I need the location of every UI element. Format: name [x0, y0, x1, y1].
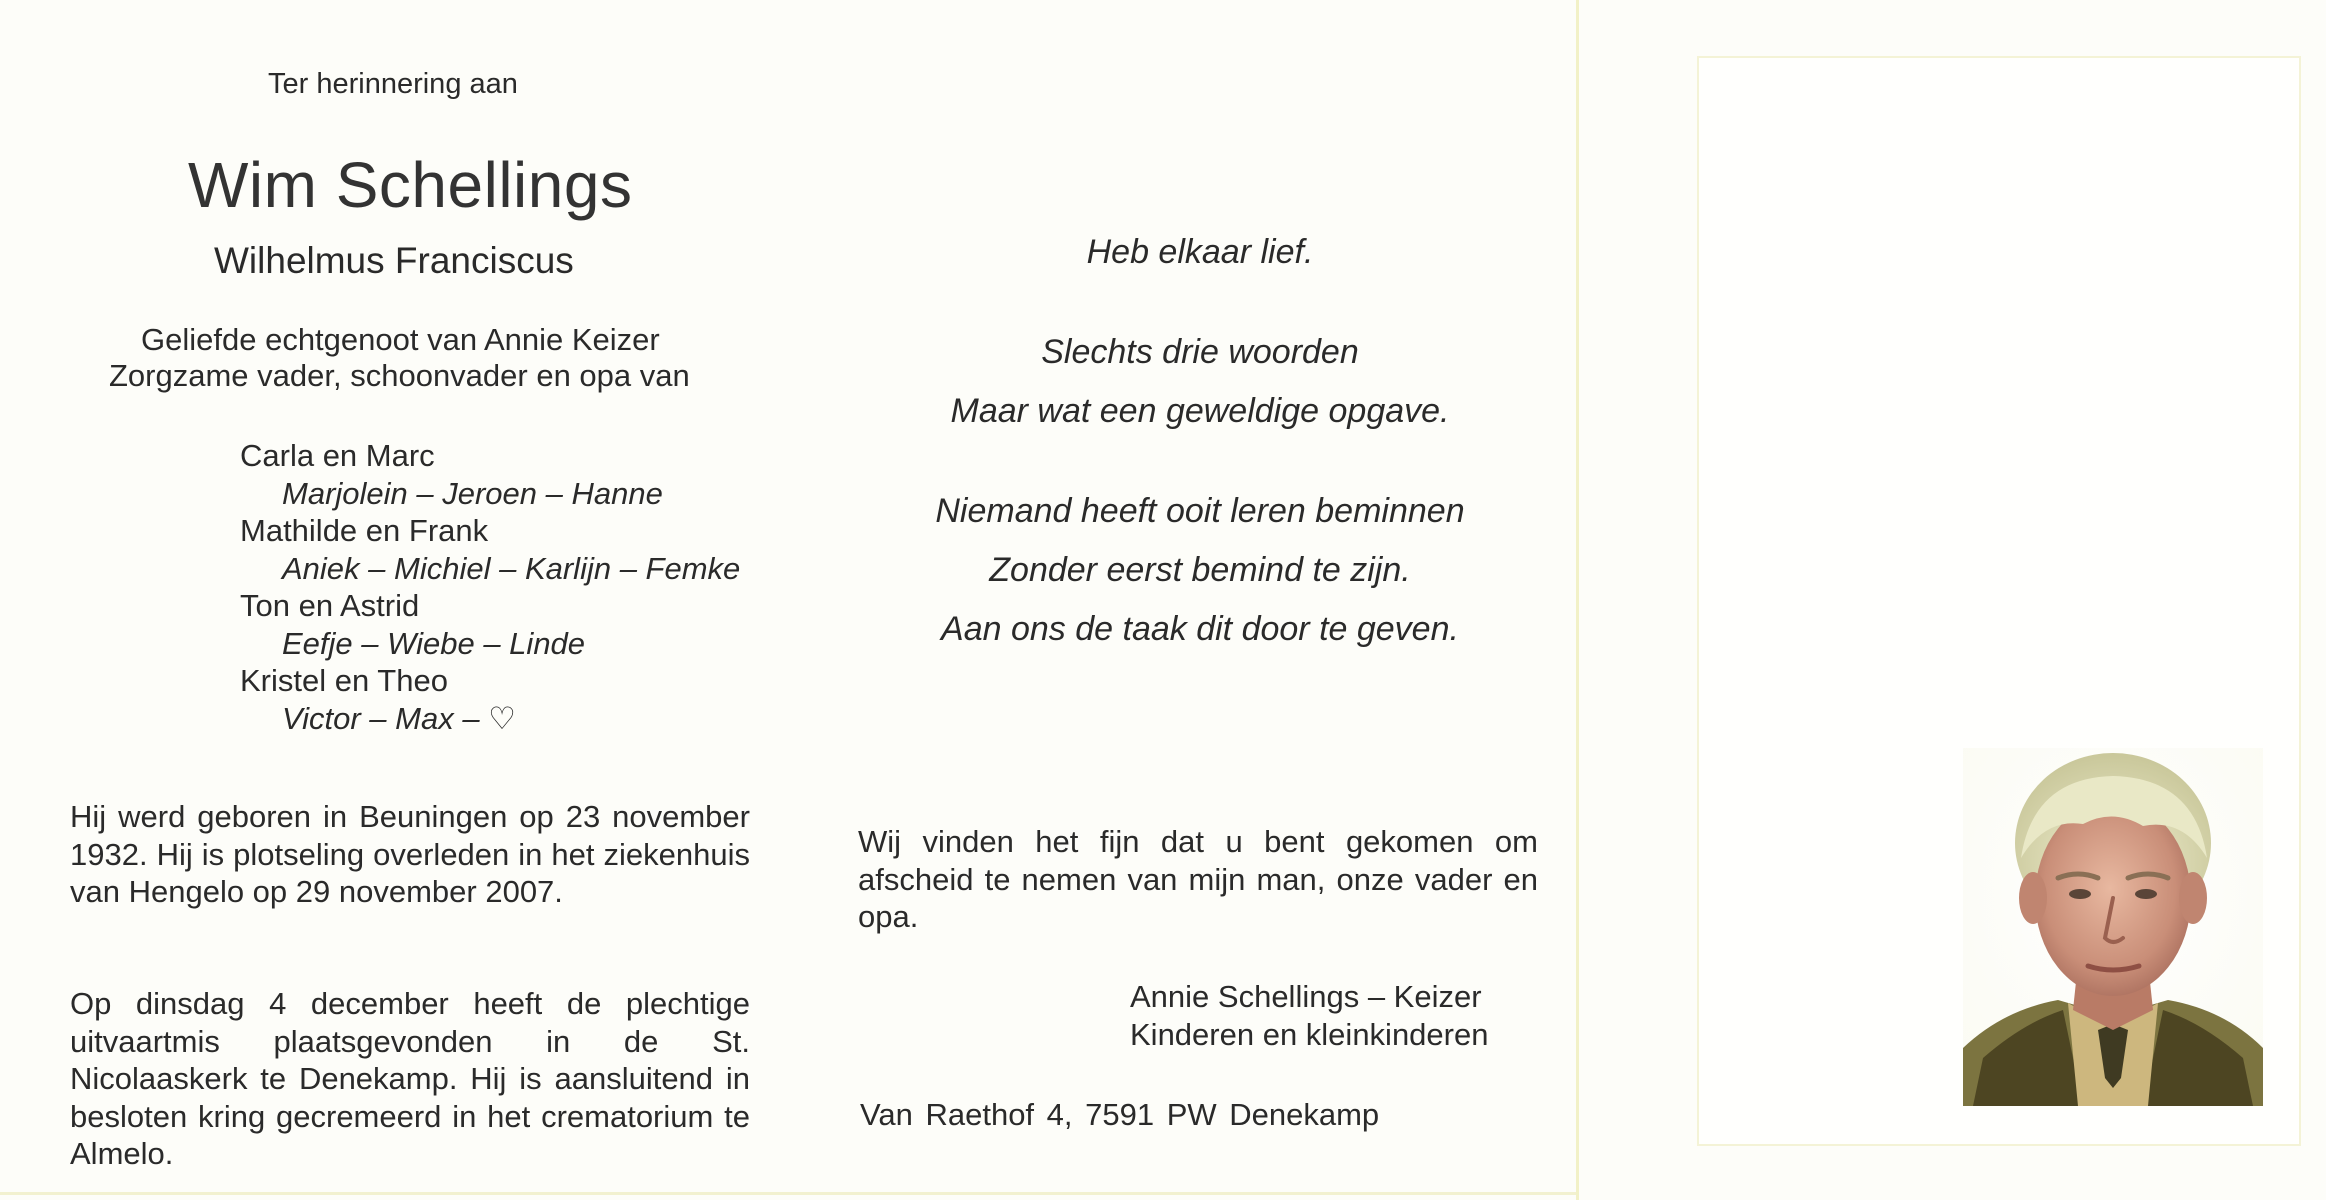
address: Van Raethof 4, 7591 PW Denekamp	[860, 1097, 1380, 1132]
signature-line: Annie Schellings – Keizer	[1130, 979, 1482, 1014]
family-children: Victor – Max – ♡	[282, 700, 516, 736]
poem-line: Heb elkaar lief.	[1086, 233, 1314, 271]
family-couple: Ton en Astrid	[240, 588, 420, 623]
fold-line	[1576, 0, 1579, 1200]
intro-text: Ter herinnering aan	[268, 68, 518, 100]
family-couple: Mathilde en Frank	[240, 513, 489, 548]
card-edge	[0, 1192, 1576, 1195]
poem-line: Niemand heeft ooit leren beminnen	[935, 492, 1465, 530]
family-couple: Carla en Marc	[240, 438, 435, 473]
family-list	[240, 437, 740, 737]
role-line: Zorgzame vader, schoonvader en opa van	[109, 358, 690, 393]
poem-line: Maar wat een geweldige opgave.	[950, 392, 1450, 430]
signature-line: Kinderen en kleinkinderen	[1130, 1016, 1489, 1052]
poem-stanza-1	[860, 223, 1540, 282]
poem-line: Slechts drie woorden	[1041, 333, 1359, 371]
deceased-name: Wim Schellings	[188, 149, 633, 221]
poem-stanza-2	[860, 323, 1540, 441]
family-children: Aniek – Michiel – Karlijn – Femke	[282, 550, 741, 586]
family-children: Eefje – Wiebe – Linde	[282, 625, 586, 661]
family-children: Marjolein – Jeroen – Hanne	[282, 475, 663, 511]
thanks-paragraph: Wij vinden het fijn dat u bent gekomen om afscheid te nemen van mijn man, onze vader en opa.	[858, 824, 1538, 934]
signature-block	[1130, 978, 1488, 1053]
portrait-photo	[1963, 748, 2263, 1106]
spouse-line: Geliefde echtgenoot van Annie Keizer	[141, 322, 660, 357]
full-name: Wilhelmus Franciscus	[214, 240, 574, 281]
poem-line: Zonder eerst bemind te zijn.	[989, 551, 1411, 589]
poem-line: Aan ons de taak dit door te geven.	[941, 610, 1459, 648]
poem-stanza-3	[860, 482, 1540, 659]
family-couple: Kristel en Theo	[240, 663, 448, 698]
funeral-paragraph: Op dinsdag 4 december heeft de plechtige uitvaartmis plaatsgevonden in de St. Nicolaaskerk te Denekamp. Hij is aansluitend in besloten kring gecremeerd in het crematorium te Almelo.	[70, 986, 750, 1171]
birth-death-paragraph: Hij werd geboren in Beuningen op 23 november 1932. Hij is plotseling overleden in het ziekenhuis van Hengelo op 29 november 2007.	[70, 799, 750, 909]
